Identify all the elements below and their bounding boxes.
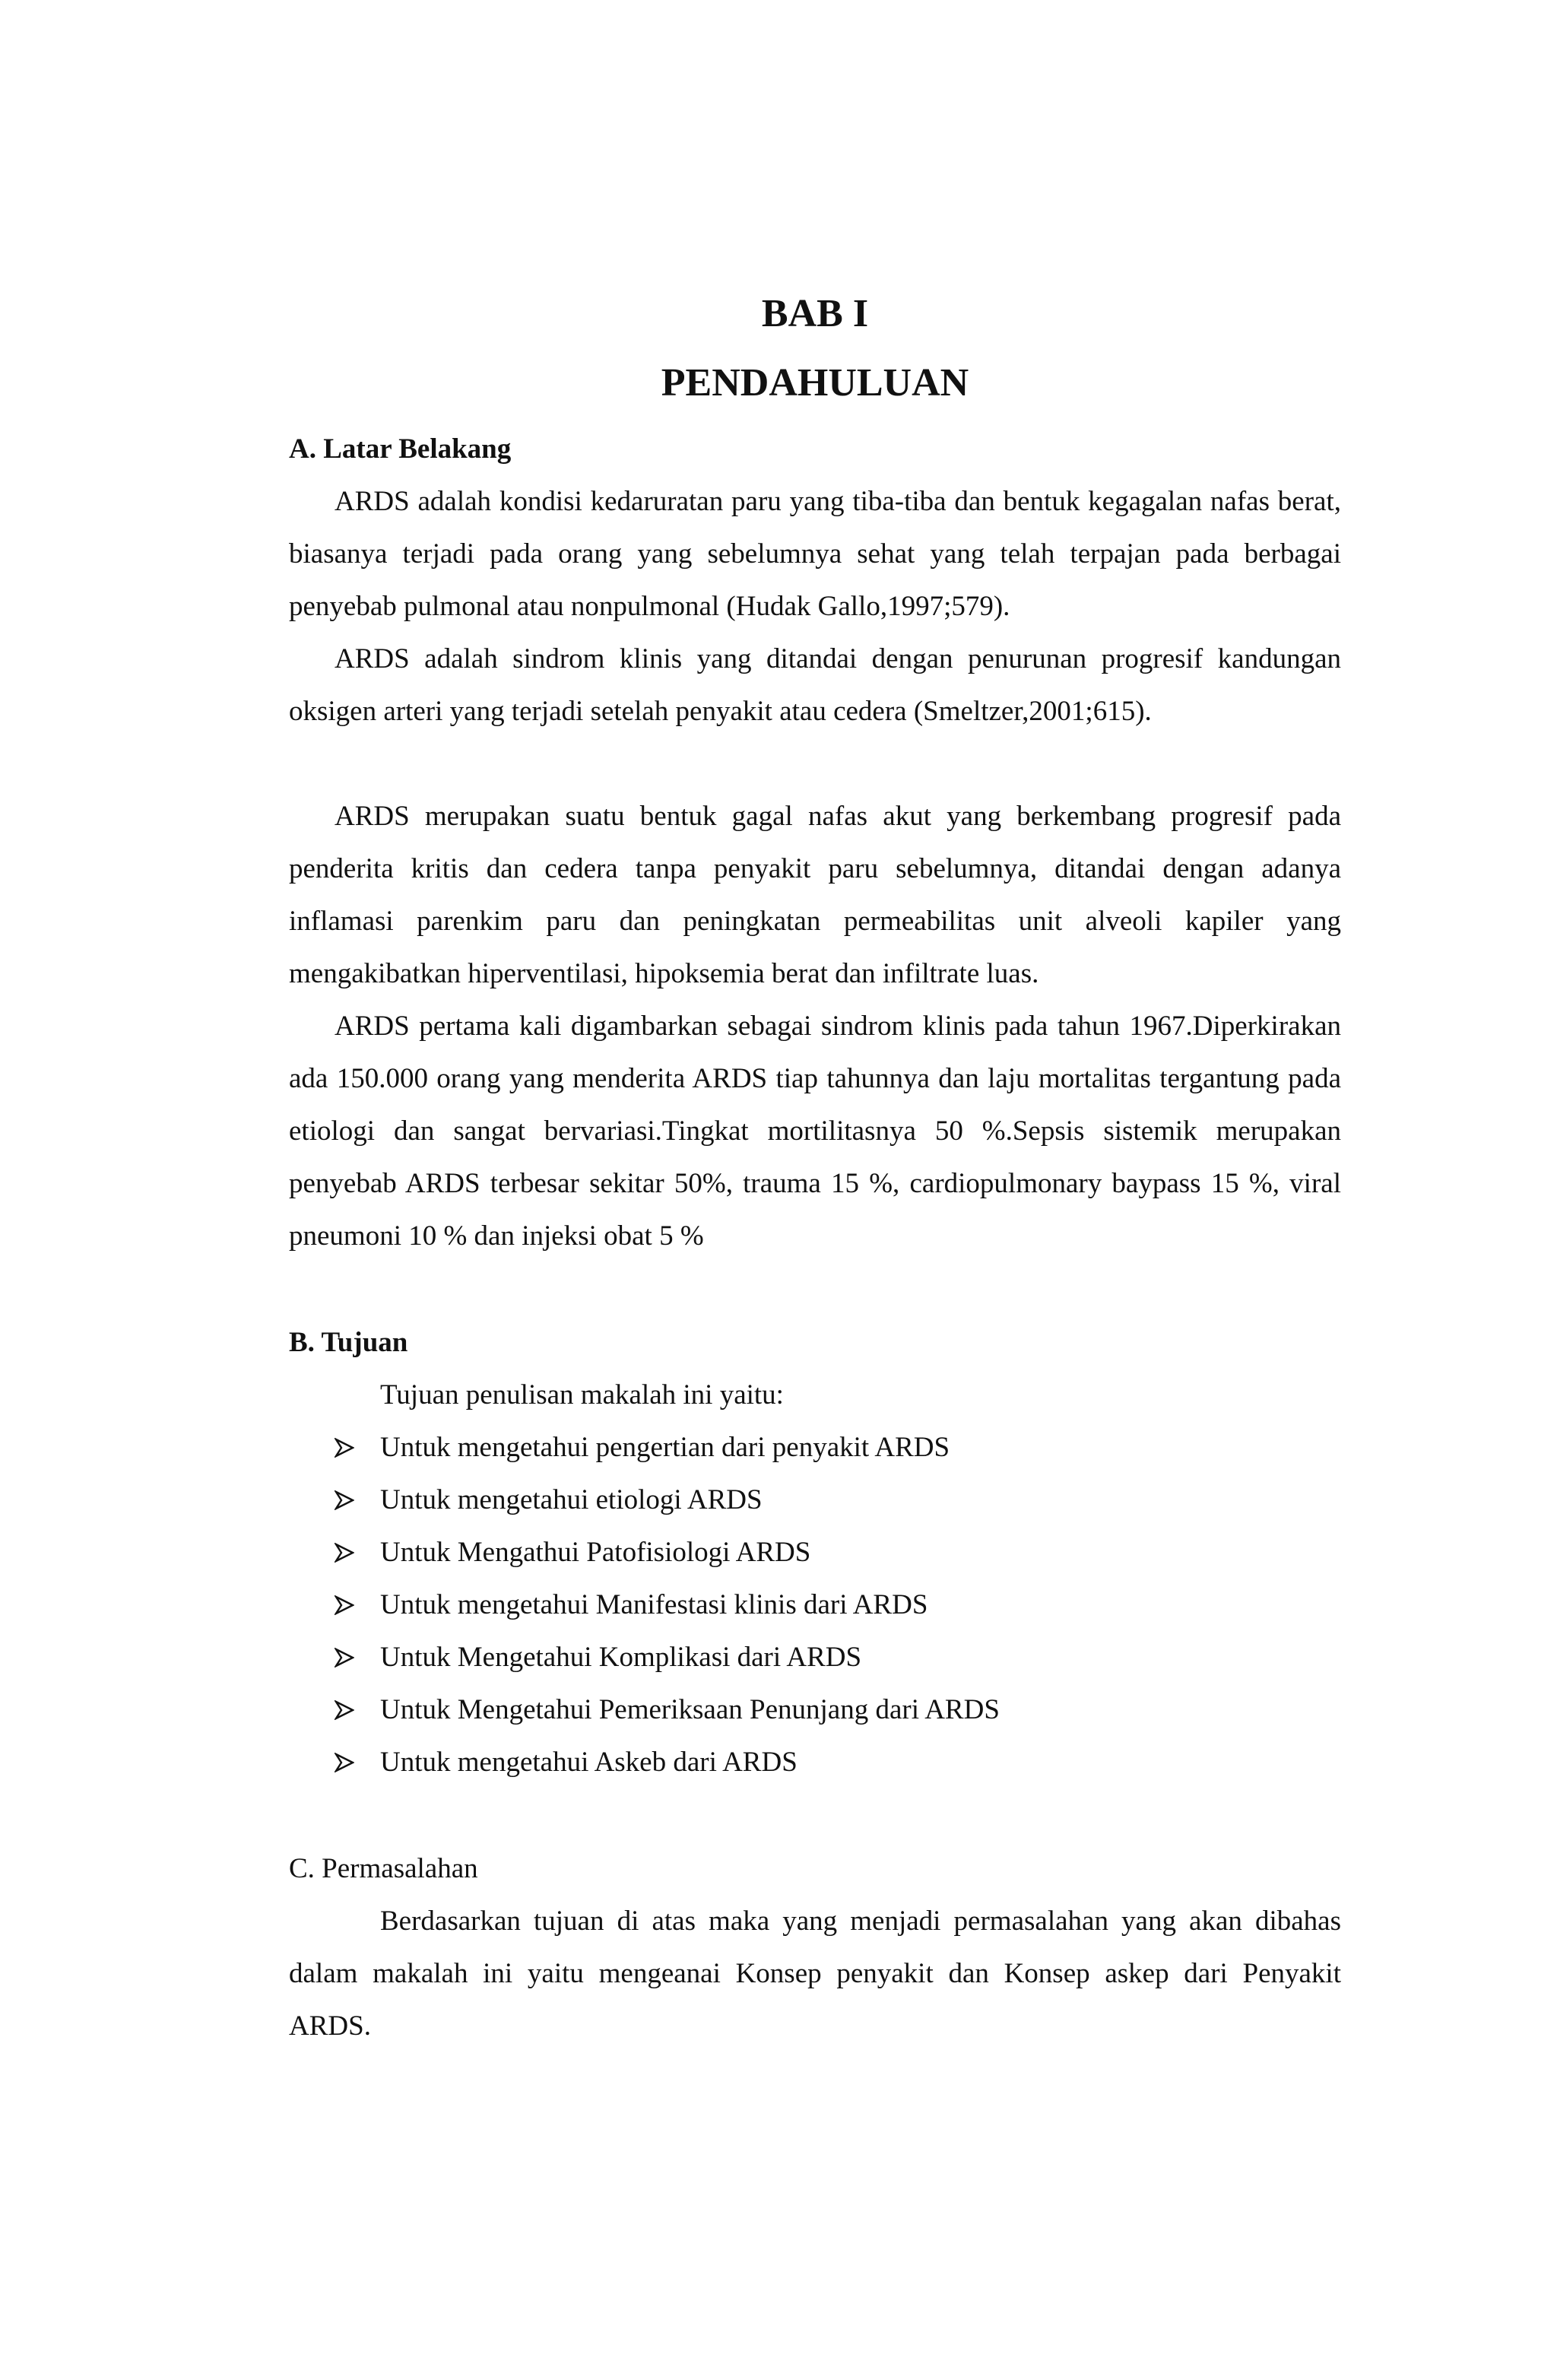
arrowhead-bullet-icon — [335, 1683, 365, 1736]
arrowhead-bullet-icon — [335, 1631, 365, 1683]
list-item — [289, 1631, 1341, 1683]
arrowhead-bullet-icon — [335, 1421, 365, 1474]
section-a-paragraph: ARDS adalah sindrom klinis yang ditandai dengan penurunan progresif kandungan oksigen arteri yang terjadi setelah penyakit atau cedera (Smeltzer,2001;615). — [289, 643, 1341, 727]
list-item-text: Untuk Mengetahui Pemeriksaan Penunjang dari ARDS — [380, 1694, 1000, 1725]
section-c-heading: C. Permasalahan — [289, 1853, 478, 1884]
list-item — [289, 1579, 1341, 1631]
arrowhead-bullet-icon — [335, 1579, 365, 1631]
list-item — [289, 1683, 1341, 1736]
section-a-paragraph: ARDS pertama kali digambarkan sebagai sindrom klinis pada tahun 1967.Diperkirakan ada 150.000 orang yang menderita ARDS tiap tahunnya dan laju mortalitas tergantung pada etiologi dan sangat bervariasi.Tingkat mortilitasnya 50 %.Sepsis sistemik merupakan penyebab ARDS terbesar sekitar 50%, trauma 15 %, cardiopulmonary baypass 15 %, viral pneumoni 10 % dan injeksi obat 5 % — [289, 1011, 1341, 1252]
list-item-text: Untuk Mengetahui Komplikasi dari ARDS — [380, 1642, 862, 1673]
list-item-text: Untuk mengetahui Manifestasi klinis dari ARDS — [380, 1589, 928, 1620]
list-item-text: Untuk mengetahui etiologi ARDS — [380, 1484, 763, 1515]
chapter-number: BAB I — [761, 292, 869, 335]
list-item — [289, 1421, 1341, 1474]
list-item-text: Untuk Mengathui Patofisiologi ARDS — [380, 1537, 811, 1568]
arrowhead-bullet-icon — [335, 1474, 365, 1526]
section-c-paragraph: Berdasarkan tujuan di atas maka yang menjadi permasalahan yang akan dibahas dalam makalah ini yaitu mengeanai Konsep penyakit dan Konsep askep dari Penyakit ARDS. — [289, 1906, 1341, 2042]
tujuan-list — [289, 1421, 1341, 1788]
list-item — [289, 1736, 1341, 1788]
section-b-intro: Tujuan penulisan makalah ini yaitu: — [380, 1379, 784, 1411]
section-a-heading: A. Latar Belakang — [289, 433, 512, 465]
chapter-title: PENDAHULUAN — [661, 361, 969, 405]
arrowhead-bullet-icon — [335, 1526, 365, 1579]
section-a-paragraph: ARDS merupakan suatu bentuk gagal nafas akut yang berkembang progresif pada penderita kritis dan cedera tanpa penyakit paru sebelumnya, ditandai dengan adanya inflamasi parenkim paru dan peningkatan permeabilitas unit alveoli kapiler yang mengakibatkan hiperventilasi, hipoksemia berat dan infiltrate luas. — [289, 801, 1341, 989]
list-item — [289, 1474, 1341, 1526]
arrowhead-bullet-icon — [335, 1736, 365, 1788]
list-item — [289, 1526, 1341, 1579]
list-item-text: Untuk mengetahui pengertian dari penyakit ARDS — [380, 1432, 950, 1463]
list-item-text: Untuk mengetahui Askeb dari ARDS — [380, 1747, 798, 1778]
section-a-paragraph: ARDS adalah kondisi kedaruratan paru yang tiba-tiba dan bentuk kegagalan nafas berat, biasanya terjadi pada orang yang sebelumnya sehat yang telah terpajan pada berbagai penyebab pulmonal atau nonpulmonal (Hudak Gallo,1997;579). — [289, 486, 1341, 622]
section-b-heading: B. Tujuan — [289, 1327, 408, 1358]
